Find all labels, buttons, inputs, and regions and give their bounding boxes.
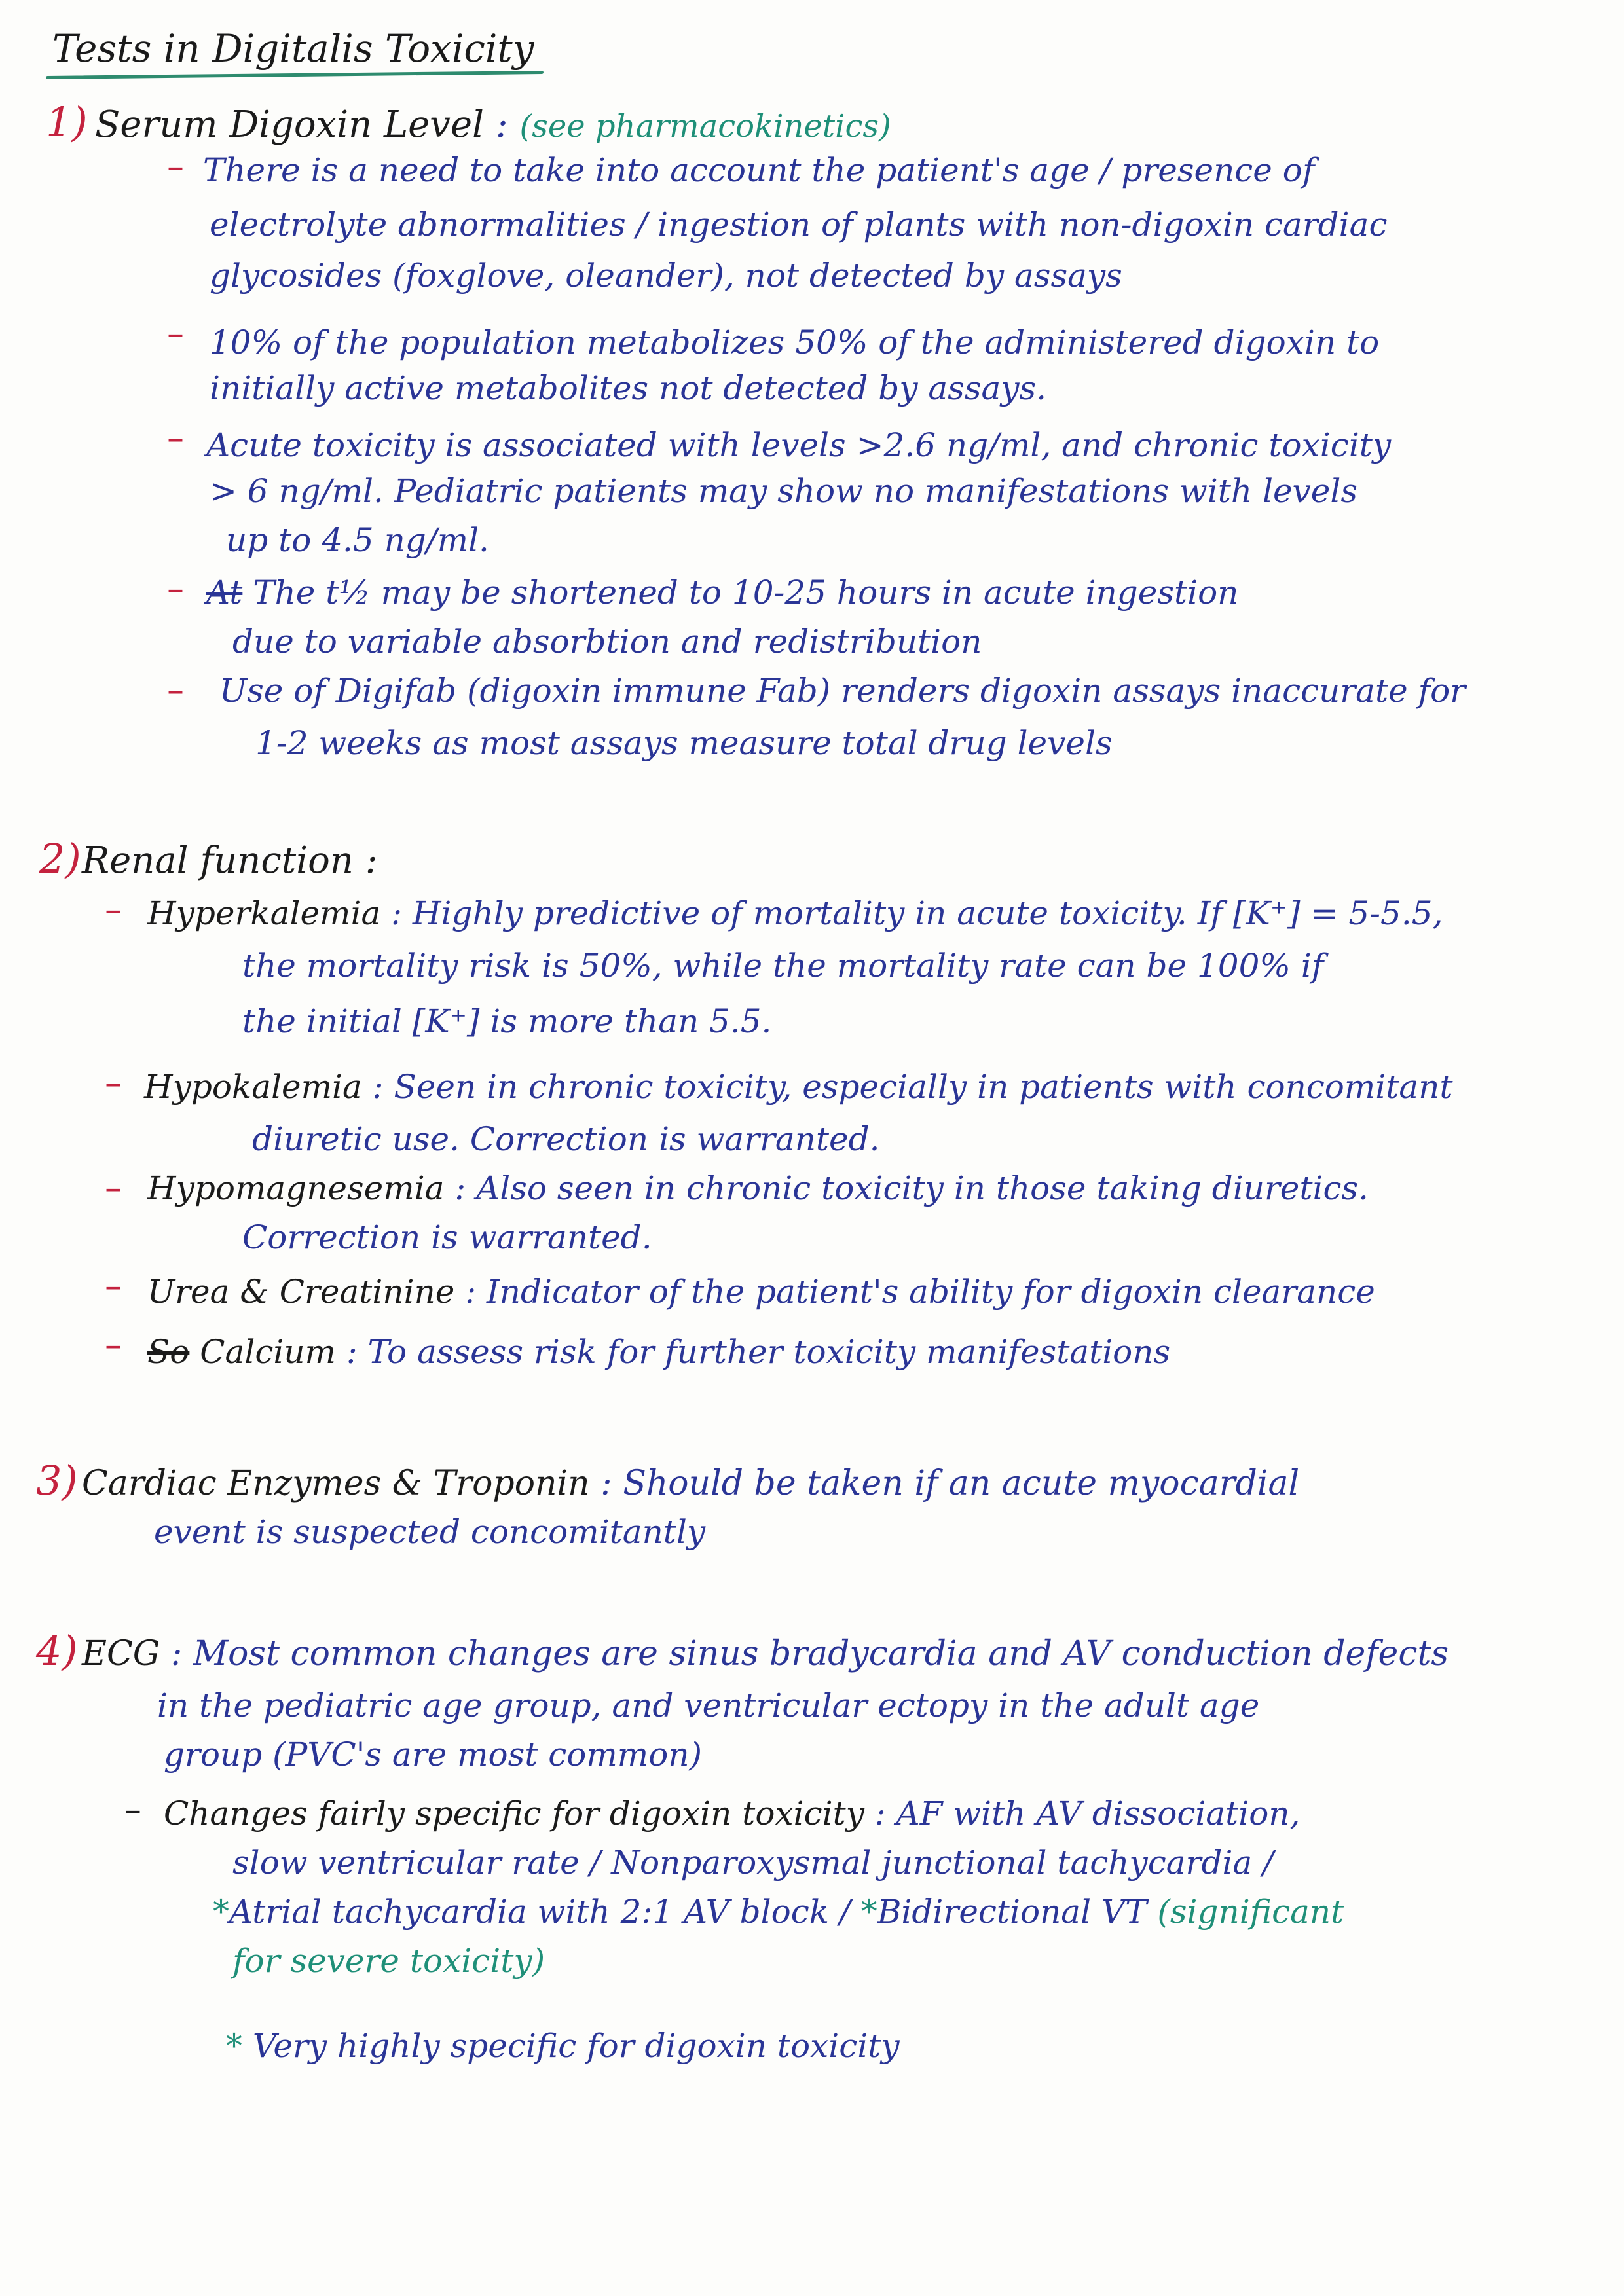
term-label: Calcium (200, 1333, 336, 1371)
section-heading (82, 839, 378, 882)
bullet-text: The t½ may be shortened to 10-25 hours in acute ingestion (253, 574, 1239, 611)
bullet-line: 1-2 weeks as most assays measure total drug levels (255, 724, 1113, 762)
bullet-line (147, 1333, 1171, 1371)
bullet-text: : To assess risk for further toxicity manifestations (346, 1333, 1171, 1371)
bullet-text: Bidirectional VT (877, 1893, 1147, 1931)
bullet-dash: – (167, 147, 184, 187)
bullet-line (147, 894, 1443, 932)
bullet-dash: – (167, 419, 184, 458)
term-label: Hyperkalemia (147, 894, 381, 932)
bullet-text: : Most common changes are sinus bradycardia and AV conduction defects (170, 1634, 1449, 1673)
term-label: Changes fairly specific for digoxin toxicity (164, 1795, 864, 1832)
footnote (226, 2027, 900, 2065)
heading-colon: : (495, 103, 508, 146)
bullet-dash: – (167, 314, 184, 354)
bullet-text: : Highly predictive of mortality in acute toxicity. If [K⁺] = 5-5.5, (391, 894, 1443, 932)
term-label: Urea & Creatinine (147, 1273, 455, 1311)
page-title: Tests in Digitalis Toxicity (52, 26, 534, 71)
struck-word: At (206, 574, 243, 611)
bullet-dash: – (167, 671, 184, 710)
bullet-line (147, 1273, 1375, 1311)
bullet-line (164, 1797, 1300, 1830)
section-heading-text: Renal function (82, 839, 354, 882)
footnote-text: Very highly specific for digoxin toxicity (252, 2027, 900, 2065)
bullet-dash: – (105, 1064, 122, 1103)
bullet-line: Use of Digifab (digoxin immune Fab) renders digoxin assays inaccurate for (219, 672, 1466, 710)
bullet-line: due to variable absorbtion and redistribution (232, 623, 982, 661)
bullet-line: for severe toxicity) (232, 1942, 545, 1980)
bullet-dash: – (167, 570, 184, 609)
bullet-line (213, 1893, 1344, 1931)
heading-colon: : (365, 839, 378, 882)
bullet-line: glycosides (foxglove, oleander), not detected by assays (210, 257, 1122, 295)
bullet-dash: – (105, 1326, 122, 1365)
bullet-text: Atrial tachycardia with 2:1 AV block / (229, 1893, 851, 1931)
section-number: 3) (36, 1457, 78, 1504)
section-number: 2) (39, 835, 81, 883)
bullet-dash: – (105, 1267, 122, 1306)
bullet-text: : Indicator of the patient's ability for digoxin clearance (465, 1273, 1375, 1311)
bullet-line: slow ventricular rate / Nonparoxysmal junctional tachycardia / (232, 1844, 1274, 1882)
bullet-line: electrolyte abnormalities / ingestion of plants with non-digoxin cardiac (210, 206, 1388, 244)
title-underline (46, 71, 544, 79)
section-number: 4) (36, 1627, 78, 1675)
bullet-line: 10% of the population metabolizes 50% of the administered digoxin to (210, 323, 1380, 361)
asterisk: * (860, 1893, 877, 1931)
bullet-dash: – (105, 1169, 122, 1208)
bullet-line: Acute toxicity is associated with levels >2.6 ng/ml, and chronic toxicity (206, 426, 1392, 464)
struck-word: So (147, 1333, 190, 1371)
term-label: Hypokalemia (144, 1068, 362, 1106)
asterisk: * (213, 1893, 229, 1931)
section-heading (82, 1634, 1449, 1673)
heading-note: (see pharmacokinetics) (519, 108, 891, 145)
bullet-line: diuretic use. Correction is warranted. (252, 1120, 880, 1158)
asterisk: * (226, 2027, 242, 2065)
bullet-line: up to 4.5 ng/ml. (226, 521, 489, 559)
term-label: Hypomagnesemia (147, 1169, 445, 1207)
bullet-line: group (PVC's are most common) (164, 1736, 703, 1774)
bullet-text: : Also seen in chronic toxicity in those taking diuretics. (454, 1169, 1369, 1207)
bullet-line: Correction is warranted. (242, 1218, 652, 1256)
section-heading-text: Cardiac Enzymes & Troponin (82, 1464, 590, 1503)
bullet-dash: – (124, 1791, 141, 1830)
bullet-line (144, 1068, 1453, 1106)
bullet-dash: – (105, 890, 122, 930)
bullet-line: There is a need to take into account the patient's age / presence of (203, 151, 1315, 189)
bullet-line (147, 1169, 1369, 1207)
bullet-line: the initial [K⁺] is more than 5.5. (242, 1002, 772, 1040)
bullet-text: : Should be taken if an acute myocardial (600, 1464, 1300, 1503)
bullet-text: : AF with AV dissociation, (874, 1795, 1301, 1832)
section-number: 1) (46, 98, 88, 146)
bullet-line: the mortality risk is 50%, while the mortality rate can be 100% if (242, 947, 1324, 985)
bullet-text: : Seen in chronic toxicity, especially in patients with concomitant (372, 1068, 1453, 1106)
section-heading (95, 103, 891, 146)
section-heading (82, 1464, 1300, 1503)
bullet-line: initially active metabolites not detected by assays. (210, 369, 1047, 407)
bullet-line (206, 576, 1238, 609)
section-heading-text: Serum Digoxin Level (95, 103, 484, 146)
bullet-line: in the pediatric age group, and ventricular ectopy in the adult age (157, 1686, 1260, 1724)
section-heading-text: ECG (82, 1634, 160, 1673)
bullet-line: event is suspected concomitantly (154, 1513, 706, 1551)
bullet-line: > 6 ng/ml. Pediatric patients may show no manifestations with levels (210, 472, 1358, 510)
bullet-text: (significant (1157, 1893, 1344, 1931)
